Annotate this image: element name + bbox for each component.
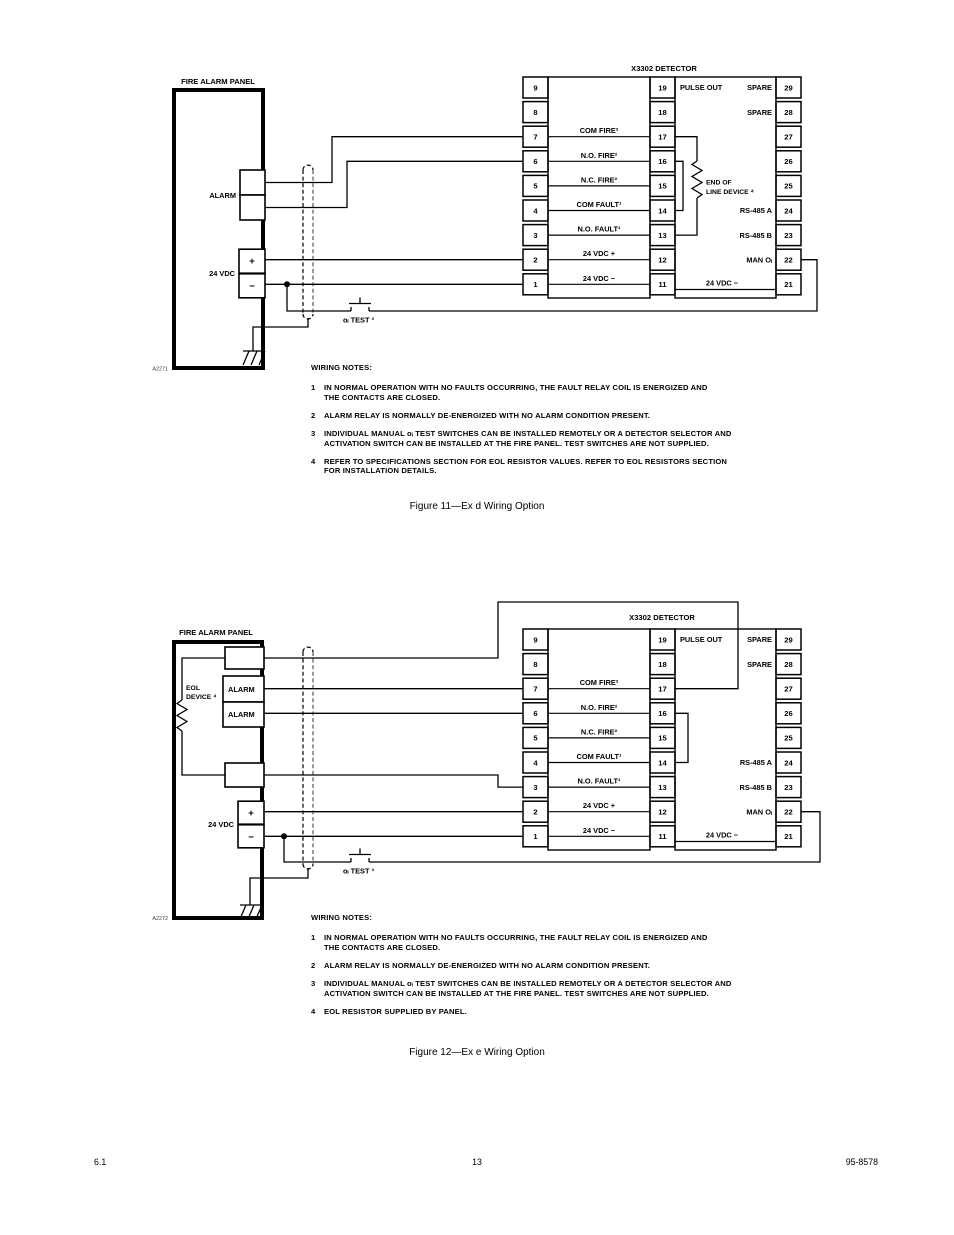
oi-test-label: oᵢ TEST ³ (343, 315, 375, 325)
terminal-number: 29 (784, 83, 793, 93)
wire-16-to-14 (675, 713, 688, 762)
terminal-number: 9 (533, 635, 538, 645)
spare-label: SPARE (747, 83, 772, 93)
terminal-number: 2 (533, 807, 538, 817)
terminal-number: 1 (533, 832, 538, 842)
note-line: REFER TO SPECIFICATIONS SECTION FOR EOL RESISTOR VALUES. REFER TO EOL RESISTORS SECTION (324, 456, 728, 466)
oi-test-switch-symbol (349, 298, 371, 312)
terminal-number: 14 (658, 758, 667, 768)
terminal-number: 5 (533, 181, 538, 191)
wiring-notes-title: WIRING NOTES: (311, 913, 373, 922)
terminal-number: 21 (784, 280, 793, 290)
terminal-number: 14 (658, 206, 667, 216)
note-number: 1 (311, 383, 316, 392)
terminal-number: 25 (784, 733, 793, 743)
terminal-row-label: N.O. FAULT¹ (577, 224, 621, 234)
terminal-number: 16 (658, 709, 667, 719)
wiring-note (311, 979, 731, 998)
terminal-row-labels (548, 126, 650, 284)
terminal-row-label: COM FAULT¹ (576, 200, 622, 209)
man-oi-label: MAN Oᵢ (746, 807, 772, 817)
terminal-row-label: COM FIRE² (579, 678, 619, 688)
terminal-number: 27 (784, 132, 793, 142)
terminal-number: 13 (658, 230, 667, 240)
figure-12-caption: Figure 12—Ex e Wiring Option (409, 1047, 545, 1058)
eol-device-label-line1: EOL (186, 685, 200, 692)
terminal-number: 6 (533, 157, 538, 167)
terminal-number: 18 (658, 107, 667, 117)
terminal-number: 15 (658, 733, 667, 743)
shield-drain-wire (250, 868, 308, 905)
pulse-out-label: PULSE OUT (680, 635, 723, 645)
terminal-row-label: N.O. FAULT¹ (577, 776, 621, 786)
wiring-notes-title: WIRING NOTES: (311, 363, 373, 372)
note-number: 4 (311, 456, 316, 466)
right-terminal-column (776, 629, 801, 847)
terminal-number: 15 (658, 181, 667, 191)
spare-label: SPARE (747, 659, 772, 669)
terminal-number: 4 (533, 758, 538, 768)
terminal-number: 1 (533, 280, 538, 290)
note-line: IN NORMAL OPERATION WITH NO FAULTS OCCURRING, THE FAULT RELAY COIL IS ENERGIZED AND (324, 383, 708, 392)
wire-alarm-to-7 (265, 137, 523, 183)
minus-sign: − (248, 832, 254, 843)
left-terminal-column (523, 77, 548, 295)
footer-section-number: 6.1 (94, 1157, 107, 1167)
terminal-number: 4 (533, 206, 538, 216)
panel-title: FIRE ALARM PANEL (181, 77, 255, 86)
terminal-number: 28 (784, 659, 793, 669)
panel-title: FIRE ALARM PANEL (179, 628, 253, 637)
note-number: 2 (311, 410, 316, 420)
note-line: ACTIVATION SWITCH CAN BE INSTALLED AT THE FIRE PANEL. TEST SWITCHES ARE NOT SUPPLIED. (324, 438, 709, 448)
terminal-number: 28 (784, 107, 793, 117)
terminal-number: 3 (533, 230, 538, 240)
note-line: ALARM RELAY IS NORMALLY DE-ENERGIZED WITH NO ALARM CONDITION PRESENT. (324, 960, 651, 970)
terminal-number: 7 (533, 684, 538, 694)
note-line: THE CONTACTS ARE CLOSED. (324, 942, 441, 952)
wire-to-oi-test-switch (284, 836, 351, 862)
cable-shield-top-arc (303, 647, 313, 652)
terminal-number: 24 (784, 758, 793, 768)
terminal-number: 11 (658, 280, 667, 290)
terminal-number: 16 (658, 157, 667, 167)
terminal-number: 24 (784, 206, 793, 216)
note-line: INDIVIDUAL MANUAL oᵢ TEST SWITCHES CAN BE INSTALLED REMOTELY OR A DETECTOR SELECTOR AND (324, 429, 732, 438)
terminal-number: 21 (784, 832, 793, 842)
terminal-number: 8 (533, 659, 538, 669)
note-number: 3 (311, 429, 316, 438)
note-line: ACTIVATION SWITCH CAN BE INSTALLED AT THE FIRE PANEL. TEST SWITCHES ARE NOT SUPPLIED. (324, 988, 709, 998)
detector-title: X3302 DETECTOR (629, 613, 695, 622)
note-number: 4 (311, 1006, 316, 1016)
pulse-out-label: PULSE OUT (680, 83, 723, 93)
middle-terminal-column (650, 77, 675, 295)
terminal-row-label: COM FAULT¹ (576, 752, 622, 761)
terminal-number: 17 (658, 684, 667, 694)
wiring-note (311, 411, 650, 421)
alarm-label: ALARM (209, 191, 236, 200)
note-line: EOL RESISTOR SUPPLIED BY PANEL. (324, 1006, 467, 1016)
spare-label: SPARE (747, 635, 772, 645)
detector-inner-box-left (548, 629, 650, 850)
note-line: THE CONTACTS ARE CLOSED. (324, 392, 441, 402)
vdc-minus-jumper-label: 24 VDC − (705, 830, 739, 840)
terminal-number: 23 (784, 230, 793, 240)
note-number: 1 (311, 933, 316, 942)
drawing-ref: A2271 (152, 366, 168, 373)
wiring-note (311, 1007, 467, 1017)
rs485-a-label: RS-485 A (739, 206, 772, 216)
figure-12-diagram (152, 602, 820, 922)
terminal-number: 26 (784, 709, 793, 719)
minus-sign: − (249, 281, 255, 292)
terminal-number: 19 (658, 635, 667, 645)
footer-doc-number: 95-8578 (845, 1157, 878, 1167)
drawing-ref: A2272 (152, 916, 168, 922)
supervised-return-terminal-box (225, 763, 264, 787)
middle-terminal-column (650, 629, 675, 847)
terminal-number: 6 (533, 709, 538, 719)
alarm-terminal-box (240, 170, 265, 195)
terminal-row-label: N.O. FIRE² (580, 702, 618, 712)
terminal-number: 9 (533, 83, 538, 93)
note-number: 2 (311, 960, 316, 970)
note-line: ALARM RELAY IS NORMALLY DE-ENERGIZED WITH NO ALARM CONDITION PRESENT. (324, 410, 651, 420)
terminal-number: 3 (533, 782, 538, 792)
terminal-number: 27 (784, 684, 793, 694)
rs485-a-label: RS-485 A (739, 758, 772, 768)
terminal-number: 12 (658, 255, 667, 265)
wiring-note (311, 961, 650, 971)
spare-label: SPARE (747, 107, 772, 117)
terminal-row-label: N.O. FIRE² (580, 150, 618, 160)
terminal-number: 12 (658, 807, 667, 817)
eol-device-label-line2: LINE DEVICE ⁴ (706, 189, 754, 196)
terminal-row-label: 24 VDC − (582, 273, 616, 283)
wire-oi-test-to-22 (369, 260, 817, 311)
terminal-row-label: N.C. FIRE² (580, 727, 618, 737)
wiring-note (311, 457, 727, 476)
wire-17-to-eol (675, 137, 697, 161)
note-number: 3 (311, 979, 316, 988)
terminal-number: 13 (658, 782, 667, 792)
terminal-row-label: N.C. FIRE² (580, 175, 618, 185)
wire-to-oi-test-switch (287, 284, 351, 311)
terminal-row-label: 24 VDC + (582, 249, 616, 259)
rs485-b-label: RS-485 B (739, 782, 772, 792)
alarm-terminal-box (240, 195, 265, 220)
terminal-number: 23 (784, 782, 793, 792)
wiring-note (311, 383, 708, 402)
plus-sign: + (248, 808, 254, 819)
alarm-label: ALARM (228, 685, 255, 694)
terminal-number: 19 (658, 83, 667, 93)
eol-resistor-symbol (177, 700, 187, 731)
terminal-row-label: COM FIRE² (579, 126, 619, 136)
terminal-number: 8 (533, 107, 538, 117)
terminal-number: 2 (533, 255, 538, 265)
terminal-row-labels (548, 678, 650, 836)
detector-inner-box-left (548, 77, 650, 298)
terminal-number: 17 (658, 132, 667, 142)
note-line: INDIVIDUAL MANUAL oᵢ TEST SWITCHES CAN BE INSTALLED REMOTELY OR A DETECTOR SELECTOR AND (324, 979, 732, 988)
footer-page-number: 13 (472, 1157, 482, 1167)
fire-alarm-panel-box (174, 90, 263, 368)
figure-11-caption: Figure 11—Ex d Wiring Option (409, 501, 545, 512)
terminal-number: 26 (784, 157, 793, 167)
plus-sign: + (249, 256, 255, 267)
terminal-number: 5 (533, 733, 538, 743)
alarm-label: ALARM (228, 710, 255, 719)
figure-11-diagram (152, 64, 817, 373)
wire-eol-to-return (182, 731, 225, 775)
terminal-number: 7 (533, 132, 538, 142)
terminal-number: 22 (784, 255, 793, 265)
left-terminal-column (523, 629, 548, 847)
terminal-number: 18 (658, 659, 667, 669)
vdc-label: 24 VDC (209, 269, 235, 278)
cable-shield-top-arc (303, 165, 313, 170)
eol-device-label-line1: END OF (706, 179, 732, 187)
terminal-number: 11 (658, 832, 667, 842)
wiring-note (311, 429, 731, 448)
terminal-number: 29 (784, 635, 793, 645)
eol-device-label-line2: DEVICE ⁴ (186, 694, 217, 701)
oi-test-label: oᵢ TEST ³ (343, 866, 375, 876)
rs485-b-label: RS-485 B (739, 230, 772, 240)
supervised-terminal-box (225, 647, 264, 669)
vdc-minus-jumper-label: 24 VDC − (705, 278, 739, 288)
right-terminal-column (776, 77, 801, 295)
detector-title: X3302 DETECTOR (631, 64, 697, 73)
note-line: FOR INSTALLATION DETAILS. (324, 466, 437, 476)
oi-test-switch-symbol (349, 849, 371, 863)
man-oi-label: MAN Oᵢ (746, 255, 772, 265)
vdc-label: 24 VDC (208, 820, 234, 829)
terminal-row-label: 24 VDC + (582, 801, 616, 811)
wire-16-to-14 (675, 161, 683, 210)
eol-resistor-symbol (692, 161, 702, 198)
terminal-number: 25 (784, 181, 793, 191)
wire-eol-to-13 (675, 198, 697, 235)
wiring-note (311, 933, 708, 952)
terminal-number: 22 (784, 807, 793, 817)
terminal-row-label: 24 VDC − (582, 825, 616, 835)
note-line: IN NORMAL OPERATION WITH NO FAULTS OCCURRING, THE FAULT RELAY COIL IS ENERGIZED AND (324, 933, 708, 942)
